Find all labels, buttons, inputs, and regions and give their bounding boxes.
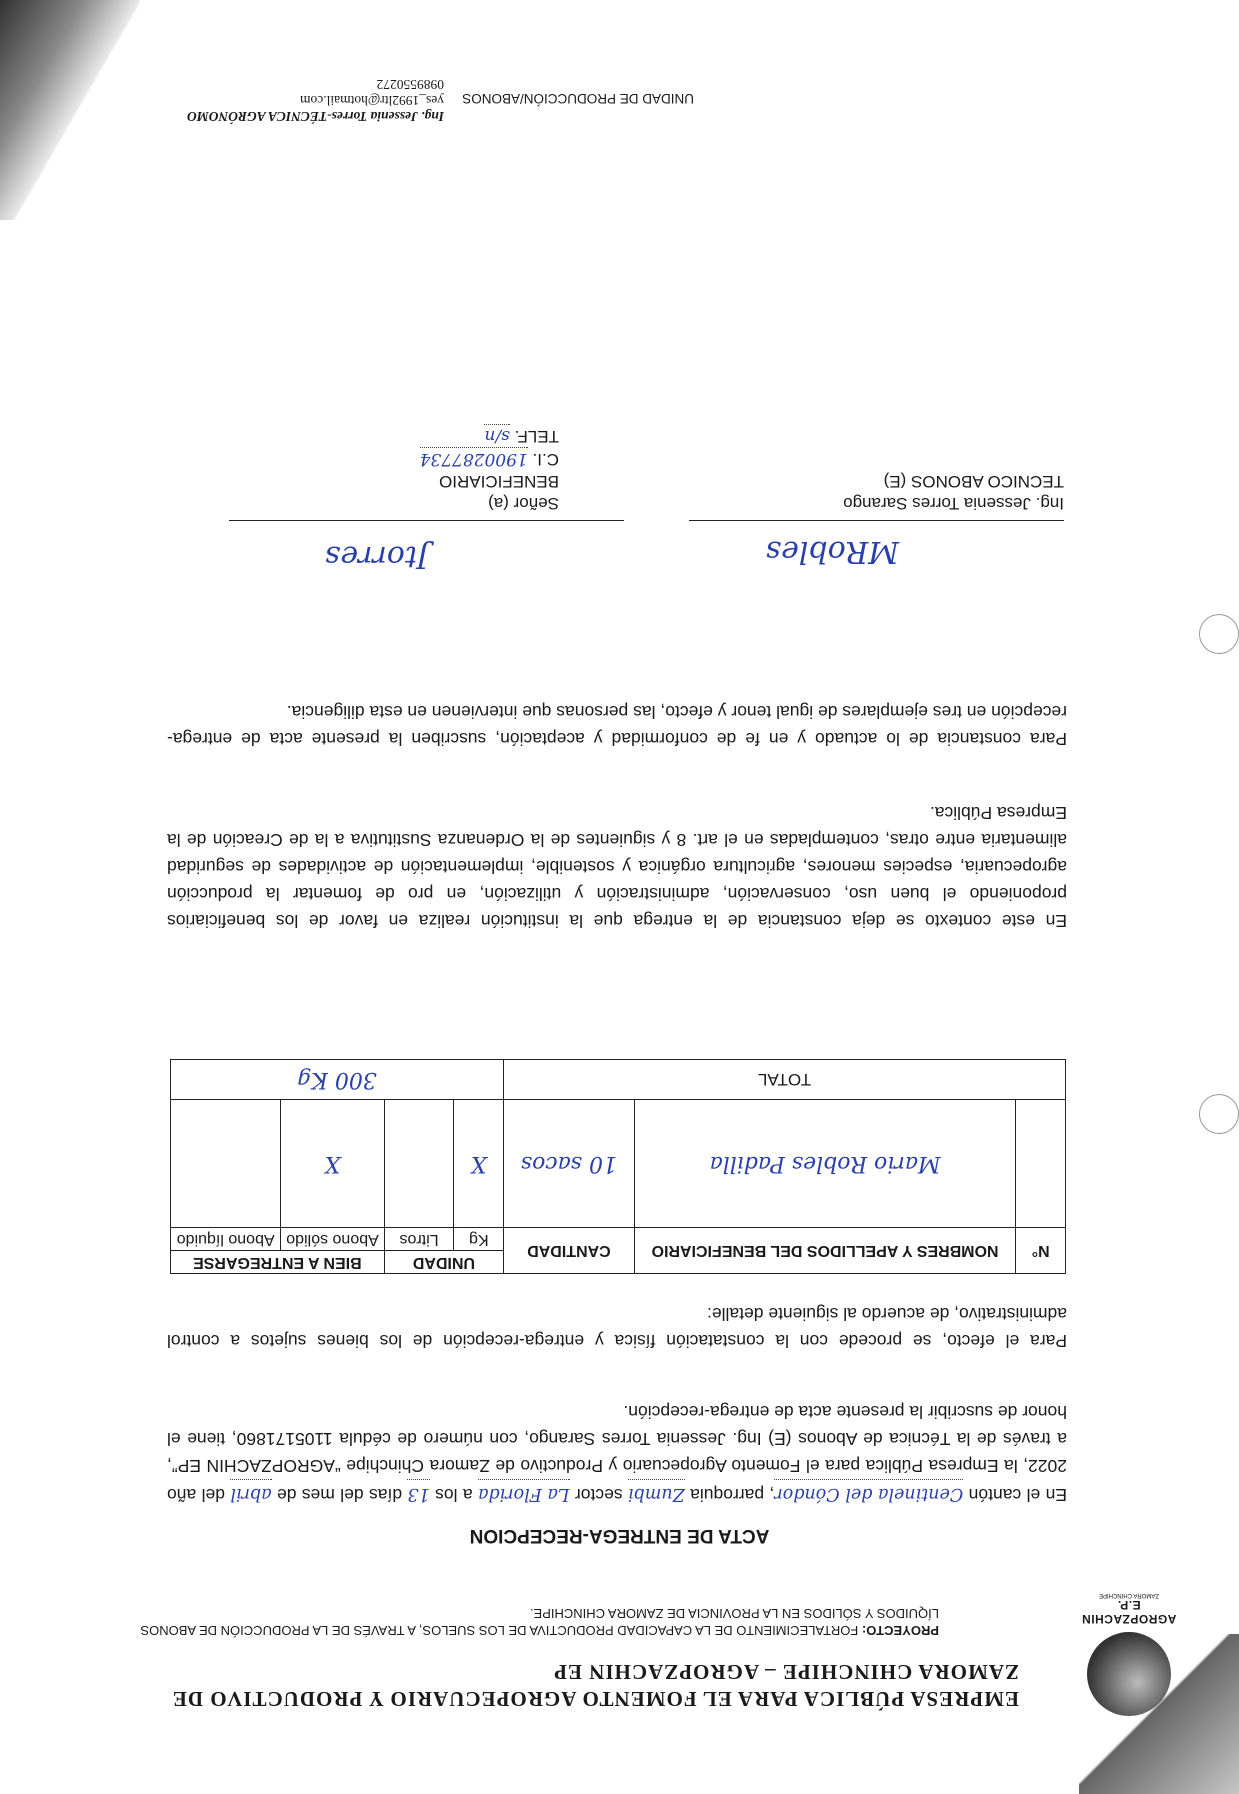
row-beneficiary-name: Mario Robles Padilla — [634, 1100, 1016, 1228]
procedure-paragraph: Para el efecto, se procede con la constatación física y entrega-recepción de los bienes sujetos a control administrativo, de acuerdo al siguiente detalle: — [167, 1304, 1067, 1351]
footer-name: Ing. Jessenia Torres-TÉCNICA AGRÓNOMO — [186, 109, 444, 124]
canton-value: Centinela del Cóndor — [774, 1479, 963, 1507]
document-title: ACTA DE ENTREGA-RECEPCION — [469, 1525, 770, 1546]
intro-text-2: , parroquia — [690, 1485, 775, 1505]
total-label: TOTAL — [504, 1060, 1066, 1100]
intro-text-5: días del mes de — [276, 1485, 403, 1505]
table-total-row — [171, 1060, 1066, 1100]
logo-name: AGROPZACHIN E.P. — [1081, 1598, 1177, 1626]
phone-label: TELF. — [514, 427, 559, 446]
header-solid-fertilizer: Abono sólido — [281, 1228, 384, 1251]
agropzachin-logo — [1073, 1592, 1185, 1716]
project-description — [99, 1605, 939, 1639]
header-goods: BIEN A ENTREGARSE — [171, 1251, 385, 1274]
phone-value: s/n — [484, 426, 510, 446]
month-value: abril — [230, 1479, 271, 1507]
intro-text-3: sector — [574, 1485, 623, 1505]
parroquia-value: Zumbi — [628, 1479, 685, 1507]
intro-text-1: En el cantón — [968, 1485, 1067, 1505]
header-quantity: CANTIDAD — [504, 1228, 635, 1274]
header-kg: Kg — [454, 1228, 504, 1251]
intro-text-4: a los — [435, 1485, 473, 1505]
row-quantity: 10 sacos — [504, 1100, 635, 1228]
beneficiary-signature-block — [420, 424, 559, 514]
beneficiary-role: BENEFICIARIO — [439, 472, 559, 491]
decorative-swoosh-bottom — [0, 0, 140, 220]
row-kg-mark: X — [454, 1100, 504, 1228]
footer-contact — [187, 76, 444, 124]
header-unit: UNIDAD — [384, 1251, 503, 1274]
header-liquid-fertilizer: Abono líquido — [171, 1228, 281, 1251]
beneficiary-signature-line — [229, 520, 624, 521]
institution-title: EMPRESA PÚBLICA PARA EL FOMENTO AGROPECUARIO Y PRODUCTIVO DE ZAMORA CHINCHIPE – AGROPZACHIN EP — [171, 1660, 1019, 1711]
footer-unit: UNIDAD DE PRODUCCIÓN/ABONOS — [462, 91, 694, 106]
intro-paragraph — [167, 1398, 1067, 1508]
footer-email: yes_1992ltr@hotmail.com — [299, 93, 444, 108]
header-litros: Litros — [384, 1228, 454, 1251]
ci-label: C.I. — [532, 450, 559, 469]
logo-emblem-icon — [1087, 1632, 1171, 1716]
project-label: PROYECTO: — [861, 1623, 939, 1638]
row-litros-mark — [384, 1100, 454, 1228]
beneficiary-signature: MRobles — [765, 534, 899, 569]
row-liquid-mark — [171, 1100, 281, 1228]
beneficiary-title: Señor (a) — [488, 494, 559, 513]
technician-name: Ing. Jessenia Torres Sarango — [843, 494, 1064, 513]
technician-role: TECNICO ABONOS (E) — [883, 472, 1064, 491]
header-number: N° — [1016, 1228, 1066, 1274]
day-value: 13 — [407, 1479, 429, 1507]
table-row — [171, 1100, 1066, 1228]
punch-hole-icon — [1199, 1094, 1239, 1134]
technician-signature-line — [689, 520, 1064, 521]
goods-table — [170, 1059, 1066, 1274]
row-number — [1016, 1100, 1066, 1228]
context-paragraph: En este contexto se deja constancia de la entrega que la institución realiza en favor de los beneficiarios proponiendo el buen uso, conservación, administración y utilización, en pro de fomentar la producción agropecuaria, especies menores, agricultura orgánica y sostenible, implementación de actividades de seguridad alimentaria entre otras, contempladas en el art. 8 y siguientes de la Ordenanza Sustitutiva a la de Creación de la Empresa Pública. — [167, 803, 1067, 931]
row-solid-mark: X — [281, 1100, 384, 1228]
punch-hole-icon — [1199, 614, 1239, 654]
sector-value: La Florida — [478, 1479, 570, 1507]
project-text: FORTALECIMIENTO DE LA CAPACIDAD PRODUCTIVA DE LOS SUELOS, A TRAVÉS DE LA PRODUCCIÓN DE ABONOS LÍQUIDOS Y SÓLIDOS EN LA PROVINCIA DE ZAMORA CHINCHIPE. — [140, 1606, 939, 1638]
ci-value: 1900287734 — [419, 449, 528, 469]
beneficiary-phone — [420, 424, 559, 447]
technician-signature: Jtorres — [325, 539, 429, 574]
header-beneficiary: NOMBRES Y APELLIDOS DEL BENEFICIARIO — [634, 1228, 1016, 1274]
logo-subtitle: ZAMORA CHINCHIPE — [1099, 1592, 1160, 1598]
closing-paragraph: Para constancia de lo actuado y en fe de conformidad y aceptación, suscriben la presente acta de entrega-recepción en tres ejemplares de igual tenor y efecto, las personas que intervienen en esta diligencia. — [167, 702, 1067, 749]
intro-text-6: del año 2022, la Empresa Pública para el Fomento Agropecuario y Productivo de Zamora Chinchipe “AGROPZACHIN EP”, a través de la Técnica de Abonos (E) Ing. Jessenia Torres Sarango, con número de cédula 1105171860, tiene el honor de suscribir la presente acta de entrega-recepción. — [167, 1402, 1067, 1505]
footer-phone: 0989550272 — [376, 77, 444, 92]
technician-signature-block — [843, 470, 1064, 514]
table-header-row — [171, 1251, 1066, 1274]
beneficiary-ci — [420, 447, 559, 470]
total-value: 300 Kg — [171, 1060, 504, 1100]
